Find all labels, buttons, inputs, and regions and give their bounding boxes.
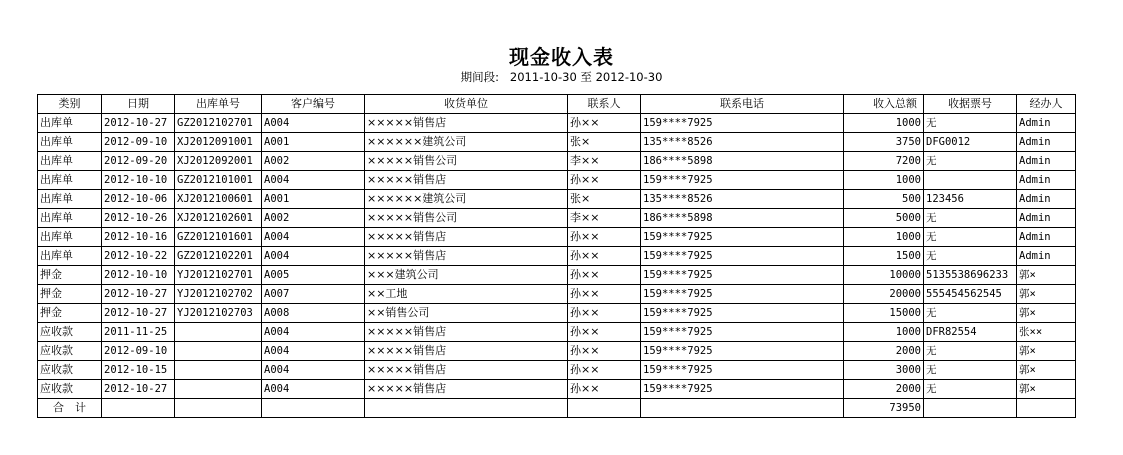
cell-customer-id: A001	[262, 190, 365, 209]
cell-phone: 135****8526	[641, 133, 844, 152]
table-cell	[1017, 399, 1076, 418]
cell-handler: 张××	[1017, 323, 1076, 342]
table-row	[38, 152, 1076, 171]
cell-consignee: ×××××销售店	[365, 380, 568, 399]
cell-contact: 孙××	[568, 247, 641, 266]
column-header: 联系电话	[641, 95, 844, 114]
cell-receipt-no: 无	[924, 228, 1017, 247]
cell-phone: 186****5898	[641, 152, 844, 171]
cell-date: 2012-09-20	[102, 152, 175, 171]
table-row	[38, 247, 1076, 266]
cell-phone: 159****7925	[641, 228, 844, 247]
cell-customer-id: A002	[262, 209, 365, 228]
table-cell	[262, 399, 365, 418]
cell-date: 2012-10-27	[102, 380, 175, 399]
table-row	[38, 171, 1076, 190]
cell-receipt-no: DFG0012	[924, 133, 1017, 152]
cell-customer-id: A001	[262, 133, 365, 152]
period-label: 期间段:	[460, 70, 499, 84]
cell-amount: 7200	[844, 152, 924, 171]
cell-date: 2012-10-16	[102, 228, 175, 247]
cell-category: 应收款	[38, 380, 102, 399]
cell-amount: 500	[844, 190, 924, 209]
cell-amount: 1500	[844, 247, 924, 266]
cell-phone: 186****5898	[641, 209, 844, 228]
cell-consignee: ×××建筑公司	[365, 266, 568, 285]
table-row	[38, 361, 1076, 380]
cell-contact: 李××	[568, 152, 641, 171]
cell-order-no: YJ2012102701	[175, 266, 262, 285]
cell-contact: 张×	[568, 190, 641, 209]
cell-receipt-no: 无	[924, 152, 1017, 171]
cell-amount: 1000	[844, 171, 924, 190]
cell-category: 应收款	[38, 323, 102, 342]
cell-contact: 孙××	[568, 171, 641, 190]
cell-phone: 159****7925	[641, 247, 844, 266]
cell-consignee: ×××××销售店	[365, 114, 568, 133]
cell-date: 2012-10-15	[102, 361, 175, 380]
column-header: 客户编号	[262, 95, 365, 114]
total-row	[38, 399, 1076, 418]
table-row	[38, 266, 1076, 285]
table-row	[38, 114, 1076, 133]
cell-consignee: ×××××销售店	[365, 342, 568, 361]
cell-date: 2012-10-26	[102, 209, 175, 228]
table-row	[38, 380, 1076, 399]
column-header: 日期	[102, 95, 175, 114]
cell-receipt-no: 123456	[924, 190, 1017, 209]
cell-customer-id: A004	[262, 380, 365, 399]
cell-consignee: ×××××销售公司	[365, 152, 568, 171]
table-row	[38, 285, 1076, 304]
cell-order-no	[175, 380, 262, 399]
cell-order-no: XJ2012091001	[175, 133, 262, 152]
cell-handler: Admin	[1017, 133, 1076, 152]
cell-consignee: ×××××销售店	[365, 361, 568, 380]
cell-consignee: ××××××建筑公司	[365, 190, 568, 209]
cell-phone: 159****7925	[641, 114, 844, 133]
cell-customer-id: A002	[262, 152, 365, 171]
table-cell	[641, 399, 844, 418]
cell-category: 出库单	[38, 247, 102, 266]
cell-customer-id: A004	[262, 247, 365, 266]
cell-receipt-no: 555454562545	[924, 285, 1017, 304]
cell-order-no: YJ2012102703	[175, 304, 262, 323]
cell-order-no: XJ2012100601	[175, 190, 262, 209]
cell-consignee: ×××××销售公司	[365, 209, 568, 228]
column-header: 出库单号	[175, 95, 262, 114]
cell-contact: 孙××	[568, 380, 641, 399]
cell-order-no	[175, 323, 262, 342]
cell-contact: 李××	[568, 209, 641, 228]
cell-date: 2011-11-25	[102, 323, 175, 342]
cell-order-no: XJ2012092001	[175, 152, 262, 171]
report-period	[0, 70, 1123, 84]
cell-consignee: ×××××销售店	[365, 247, 568, 266]
cell-amount: 15000	[844, 304, 924, 323]
cell-receipt-no: 无	[924, 209, 1017, 228]
cell-handler: 郭×	[1017, 266, 1076, 285]
cell-contact: 孙××	[568, 323, 641, 342]
column-header: 收入总额	[844, 95, 924, 114]
cell-handler: Admin	[1017, 209, 1076, 228]
total-label: 合 计	[38, 399, 102, 418]
table-cell	[568, 399, 641, 418]
cell-category: 押金	[38, 266, 102, 285]
period-from: 2011-10-30	[509, 70, 577, 84]
cell-order-no: YJ2012102702	[175, 285, 262, 304]
cell-order-no: GZ2012102201	[175, 247, 262, 266]
cell-consignee: ××销售公司	[365, 304, 568, 323]
cell-customer-id: A004	[262, 114, 365, 133]
cell-customer-id: A005	[262, 266, 365, 285]
cell-category: 应收款	[38, 361, 102, 380]
period-to: 2012-10-30	[595, 70, 663, 84]
cash-income-table	[37, 94, 1076, 418]
cell-consignee: ××工地	[365, 285, 568, 304]
cell-date: 2012-10-06	[102, 190, 175, 209]
cell-date: 2012-10-10	[102, 266, 175, 285]
cell-order-no: GZ2012102701	[175, 114, 262, 133]
cell-handler: Admin	[1017, 114, 1076, 133]
cell-receipt-no: DFR82554	[924, 323, 1017, 342]
cell-customer-id: A008	[262, 304, 365, 323]
cell-date: 2012-10-22	[102, 247, 175, 266]
cell-order-no: XJ2012102601	[175, 209, 262, 228]
cell-receipt-no: 无	[924, 304, 1017, 323]
cell-category: 出库单	[38, 152, 102, 171]
cell-customer-id: A007	[262, 285, 365, 304]
cell-handler: 郭×	[1017, 285, 1076, 304]
table-row	[38, 209, 1076, 228]
cell-contact: 孙××	[568, 342, 641, 361]
cell-contact: 孙××	[568, 361, 641, 380]
cell-contact: 孙××	[568, 266, 641, 285]
cell-phone: 159****7925	[641, 285, 844, 304]
cell-amount: 1000	[844, 323, 924, 342]
cell-phone: 159****7925	[641, 361, 844, 380]
cell-category: 出库单	[38, 190, 102, 209]
table-cell	[175, 399, 262, 418]
cell-amount: 1000	[844, 114, 924, 133]
cell-phone: 135****8526	[641, 190, 844, 209]
cell-amount: 10000	[844, 266, 924, 285]
cell-receipt-no: 5135538696233	[924, 266, 1017, 285]
cell-date: 2012-10-27	[102, 114, 175, 133]
cell-category: 出库单	[38, 209, 102, 228]
cell-order-no: GZ2012101601	[175, 228, 262, 247]
cell-date: 2012-10-27	[102, 304, 175, 323]
cell-receipt-no: 无	[924, 380, 1017, 399]
cell-phone: 159****7925	[641, 171, 844, 190]
cell-consignee: ×××××销售店	[365, 228, 568, 247]
cell-amount: 5000	[844, 209, 924, 228]
cell-handler: 郭×	[1017, 304, 1076, 323]
cell-contact: 张×	[568, 133, 641, 152]
cell-contact: 孙××	[568, 304, 641, 323]
cell-handler: 郭×	[1017, 361, 1076, 380]
cell-category: 出库单	[38, 228, 102, 247]
table-row	[38, 228, 1076, 247]
table-cell	[365, 399, 568, 418]
cell-receipt-no: 无	[924, 361, 1017, 380]
column-header: 经办人	[1017, 95, 1076, 114]
cell-amount: 20000	[844, 285, 924, 304]
cell-handler: Admin	[1017, 247, 1076, 266]
cell-contact: 孙××	[568, 285, 641, 304]
cell-receipt-no: 无	[924, 114, 1017, 133]
cell-phone: 159****7925	[641, 380, 844, 399]
total-value: 73950	[844, 399, 924, 418]
cell-receipt-no: 无	[924, 342, 1017, 361]
cell-amount: 2000	[844, 380, 924, 399]
cell-consignee: ×××××销售店	[365, 171, 568, 190]
cell-consignee: ××××××建筑公司	[365, 133, 568, 152]
cell-phone: 159****7925	[641, 323, 844, 342]
cell-date: 2012-09-10	[102, 342, 175, 361]
cell-handler: 郭×	[1017, 380, 1076, 399]
cell-amount: 2000	[844, 342, 924, 361]
cell-consignee: ×××××销售店	[365, 323, 568, 342]
cell-date: 2012-10-27	[102, 285, 175, 304]
report-title: 现金收入表	[509, 45, 614, 69]
cell-handler: Admin	[1017, 171, 1076, 190]
cell-order-no	[175, 342, 262, 361]
table-row	[38, 342, 1076, 361]
cell-phone: 159****7925	[641, 266, 844, 285]
cell-order-no	[175, 361, 262, 380]
cell-category: 出库单	[38, 114, 102, 133]
cell-date: 2012-09-10	[102, 133, 175, 152]
cell-handler: Admin	[1017, 228, 1076, 247]
cell-customer-id: A004	[262, 323, 365, 342]
cell-phone: 159****7925	[641, 342, 844, 361]
table-row	[38, 133, 1076, 152]
column-header: 收货单位	[365, 95, 568, 114]
cell-date: 2012-10-10	[102, 171, 175, 190]
column-header: 联系人	[568, 95, 641, 114]
cell-customer-id: A004	[262, 228, 365, 247]
cell-amount: 1000	[844, 228, 924, 247]
period-separator: 至	[580, 70, 592, 84]
cell-customer-id: A004	[262, 171, 365, 190]
table-body	[38, 114, 1076, 399]
cell-customer-id: A004	[262, 361, 365, 380]
cell-handler: 郭×	[1017, 342, 1076, 361]
table-row	[38, 323, 1076, 342]
cell-category: 应收款	[38, 342, 102, 361]
cell-receipt-no	[924, 171, 1017, 190]
cell-category: 押金	[38, 304, 102, 323]
cell-contact: 孙××	[568, 114, 641, 133]
cell-category: 押金	[38, 285, 102, 304]
cell-contact: 孙××	[568, 228, 641, 247]
cell-amount: 3750	[844, 133, 924, 152]
table-cell	[924, 399, 1017, 418]
cell-category: 出库单	[38, 133, 102, 152]
table-row	[38, 190, 1076, 209]
column-header: 收据票号	[924, 95, 1017, 114]
cell-receipt-no: 无	[924, 247, 1017, 266]
cell-category: 出库单	[38, 171, 102, 190]
cell-customer-id: A004	[262, 342, 365, 361]
cell-phone: 159****7925	[641, 304, 844, 323]
cell-order-no: GZ2012101001	[175, 171, 262, 190]
cell-handler: Admin	[1017, 190, 1076, 209]
column-header: 类别	[38, 95, 102, 114]
table-row	[38, 304, 1076, 323]
table-cell	[102, 399, 175, 418]
cell-amount: 3000	[844, 361, 924, 380]
table-header-row	[38, 95, 1076, 114]
cell-handler: Admin	[1017, 152, 1076, 171]
